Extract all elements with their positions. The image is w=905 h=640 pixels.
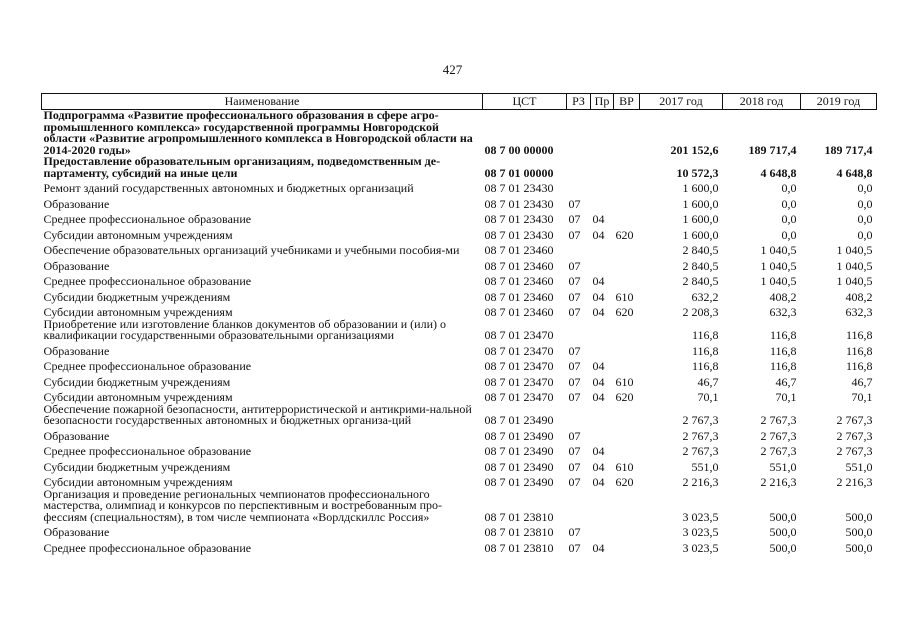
cell-name: Среднее профессиональное образование <box>43 540 252 555</box>
cell-2018: 500,0 <box>769 509 797 524</box>
cell-cst: 08 7 01 23430 <box>484 227 554 242</box>
header-pr: Пр <box>591 94 614 110</box>
cell-2017: 1 600,0 <box>682 196 719 211</box>
cell-2018: 1 040,5 <box>760 274 797 288</box>
cell-2019: 46,7 <box>851 374 873 389</box>
cell-2018: 2 767,3 <box>760 428 797 443</box>
cell-2019: 0,0 <box>857 227 873 242</box>
cell-pr <box>591 427 614 443</box>
cell-rz <box>567 489 591 524</box>
cell-name: Среднее профессиональное образование <box>43 274 252 288</box>
cell-rz <box>567 404 591 427</box>
cell-2018: 632,3 <box>769 305 797 319</box>
cell-name: Субсидии автономным учреждениям <box>43 305 233 319</box>
cell-vr: 620 <box>615 227 634 242</box>
cell-pr <box>591 156 614 179</box>
cell-2018: 70,1 <box>775 390 797 404</box>
cell-2019: 408,2 <box>845 289 873 304</box>
cell-cst: 08 7 01 23490 <box>484 459 554 474</box>
cell-name: Предоставление образовательным организациям, подведомственным де-партаменту, субсидий на иные цели <box>43 154 441 180</box>
cell-cst: 08 7 01 23470 <box>484 328 554 342</box>
cell-name: Субсидии автономным учреждениям <box>43 227 233 242</box>
table-row <box>42 288 877 304</box>
cell-2017: 1 600,0 <box>682 181 719 195</box>
cell-name: Субсидии автономным учреждениям <box>43 475 233 489</box>
cell-rz: 07 <box>568 525 581 539</box>
cell-pr <box>591 523 614 539</box>
cell-2018: 2 767,3 <box>760 413 797 427</box>
cell-name: Образование <box>43 525 110 539</box>
cell-cst: 08 7 01 23490 <box>484 428 554 443</box>
cell-2017: 1 600,0 <box>682 212 719 226</box>
cell-rz: 07 <box>568 428 581 443</box>
cell-cst: 08 7 01 23460 <box>484 258 554 273</box>
cell-vr: 610 <box>615 289 634 304</box>
cell-rz: 07 <box>568 444 581 458</box>
cell-name: Организация и проведение региональных чемпионатов профессионального мастерства, олимпиад и конкурсов по перспективным и востребованным про-фессиям (специальностям), в том числе чемпионата «Ворлдскиллс Россия» <box>43 486 443 524</box>
cell-cst: 08 7 01 23490 <box>484 413 554 427</box>
header-2018: 2018 год <box>723 94 801 110</box>
cell-rz: 07 <box>568 359 581 373</box>
cell-2018: 0,0 <box>781 196 797 211</box>
table-row <box>42 179 877 195</box>
cell-vr <box>614 195 640 211</box>
cell-pr: 04 <box>592 540 605 555</box>
cell-2017: 2 840,5 <box>682 274 719 288</box>
cell-vr <box>614 156 640 179</box>
cell-cst: 08 7 01 23810 <box>484 525 554 539</box>
cell-vr <box>614 442 640 458</box>
cell-name: Обеспечение пожарной безопасности, антитеррористической и антикрими-нальной безопасности государственных автономных и бюджетных организа-ций <box>43 401 472 427</box>
cell-2017: 70,1 <box>697 390 719 404</box>
cell-cst: 08 7 00 00000 <box>484 142 554 157</box>
cell-pr: 04 <box>592 459 605 474</box>
cell-name: Субсидии автономным учреждениям <box>43 390 233 404</box>
cell-rz <box>567 179 591 195</box>
cell-pr <box>591 179 614 195</box>
cell-name: Образование <box>43 258 110 273</box>
cell-pr: 04 <box>592 444 605 458</box>
table-row <box>42 357 877 373</box>
cell-vr <box>614 210 640 226</box>
cell-cst: 08 7 01 23430 <box>484 181 554 195</box>
table-row <box>42 458 877 474</box>
table-row <box>42 539 877 555</box>
cell-vr <box>614 489 640 524</box>
cell-pr: 04 <box>592 212 605 226</box>
table-row <box>42 241 877 257</box>
cell-2017: 116,8 <box>691 328 719 342</box>
cell-2018: 116,8 <box>769 359 797 373</box>
cell-vr <box>614 241 640 257</box>
cell-pr: 04 <box>592 227 605 242</box>
cell-2017: 2 767,3 <box>682 444 719 458</box>
cell-vr <box>614 257 640 273</box>
cell-vr <box>614 319 640 342</box>
cell-2019: 500,0 <box>845 525 873 539</box>
cell-vr <box>614 272 640 288</box>
table-row <box>42 226 877 242</box>
cell-pr <box>591 342 614 358</box>
cell-2018: 189 717,4 <box>748 142 797 157</box>
cell-cst: 08 7 01 23490 <box>484 444 554 458</box>
cell-cst: 08 7 01 23460 <box>484 305 554 319</box>
header-name: Наименование <box>42 94 483 110</box>
cell-cst: 08 7 01 23470 <box>484 343 554 358</box>
header-2017: 2017 год <box>640 94 723 110</box>
cell-name: Субсидии бюджетным учреждениям <box>43 289 231 304</box>
cell-rz: 07 <box>568 274 581 288</box>
cell-2019: 70,1 <box>851 390 873 404</box>
cell-2019: 0,0 <box>857 212 873 226</box>
cell-vr <box>614 342 640 358</box>
cell-rz: 07 <box>568 540 581 555</box>
table-row <box>42 404 877 427</box>
cell-2019: 116,8 <box>845 359 873 373</box>
header-vr: ВР <box>614 94 640 110</box>
cell-name: Среднее профессиональное образование <box>43 359 252 373</box>
cell-2019: 500,0 <box>845 540 873 555</box>
cell-rz: 07 <box>568 196 581 211</box>
cell-pr: 04 <box>592 274 605 288</box>
cell-pr: 04 <box>592 390 605 404</box>
table-row <box>42 373 877 389</box>
cell-name: Образование <box>43 343 110 358</box>
table-row <box>42 319 877 342</box>
cell-2019: 2 767,3 <box>836 444 873 458</box>
cell-2017: 2 767,3 <box>682 413 719 427</box>
cell-cst: 08 7 01 00000 <box>484 165 554 180</box>
cell-rz: 07 <box>568 212 581 226</box>
header-cst: ЦСТ <box>483 94 567 110</box>
cell-2018: 46,7 <box>775 374 797 389</box>
cell-2018: 0,0 <box>781 227 797 242</box>
cell-rz: 07 <box>568 374 581 389</box>
cell-2019: 116,8 <box>845 343 873 358</box>
cell-name: Ремонт зданий государственных автономных и бюджетных организаций <box>43 181 414 195</box>
cell-rz: 07 <box>568 459 581 474</box>
cell-2017: 3 023,5 <box>682 509 719 524</box>
table-row <box>42 156 877 179</box>
cell-cst: 08 7 01 23460 <box>484 243 554 257</box>
cell-rz <box>567 110 591 157</box>
cell-name: Субсидии бюджетным учреждениям <box>43 374 231 389</box>
cell-2017: 2 208,3 <box>682 305 719 319</box>
cell-pr: 04 <box>592 374 605 389</box>
cell-2019: 116,8 <box>845 328 873 342</box>
budget-table <box>41 93 877 554</box>
cell-2018: 2 767,3 <box>760 444 797 458</box>
cell-rz: 07 <box>568 289 581 304</box>
cell-cst: 08 7 01 23430 <box>484 196 554 211</box>
cell-name: Образование <box>43 196 110 211</box>
cell-2018: 2 216,3 <box>760 475 797 489</box>
cell-cst: 08 7 01 23810 <box>484 509 554 524</box>
cell-2018: 500,0 <box>769 525 797 539</box>
table-row <box>42 195 877 211</box>
cell-vr: 620 <box>615 305 634 319</box>
cell-2017: 1 600,0 <box>682 227 719 242</box>
cell-2017: 2 767,3 <box>682 428 719 443</box>
cell-2019: 2 767,3 <box>836 413 873 427</box>
cell-2018: 116,8 <box>769 343 797 358</box>
cell-rz <box>567 156 591 179</box>
cell-2019: 0,0 <box>857 196 873 211</box>
cell-vr: 610 <box>615 374 634 389</box>
cell-pr <box>591 110 614 157</box>
cell-2018: 1 040,5 <box>760 258 797 273</box>
cell-2017: 116,8 <box>691 343 719 358</box>
cell-pr <box>591 241 614 257</box>
cell-vr <box>614 404 640 427</box>
cell-2017: 3 023,5 <box>682 525 719 539</box>
cell-2017: 201 152,6 <box>670 142 719 157</box>
cell-rz: 07 <box>568 227 581 242</box>
cell-pr: 04 <box>592 305 605 319</box>
cell-vr: 620 <box>615 475 634 489</box>
cell-vr <box>614 427 640 443</box>
cell-pr <box>591 489 614 524</box>
cell-rz: 07 <box>568 343 581 358</box>
table-row <box>42 257 877 273</box>
cell-pr: 04 <box>592 475 605 489</box>
cell-2019: 0,0 <box>857 181 873 195</box>
cell-rz <box>567 241 591 257</box>
cell-2019: 2 767,3 <box>836 428 873 443</box>
cell-name: Обеспечение образовательных организаций учебниками и учебными пособия-ми <box>43 243 460 257</box>
table-row <box>42 523 877 539</box>
cell-pr: 04 <box>592 359 605 373</box>
cell-vr <box>614 110 640 157</box>
table-row <box>42 272 877 288</box>
table-row <box>42 110 877 157</box>
cell-2018: 0,0 <box>781 181 797 195</box>
cell-cst: 08 7 01 23490 <box>484 475 554 489</box>
cell-2017: 3 023,5 <box>682 540 719 555</box>
cell-pr: 04 <box>592 289 605 304</box>
cell-pr <box>591 319 614 342</box>
cell-2018: 408,2 <box>769 289 797 304</box>
table-row <box>42 427 877 443</box>
cell-2017: 551,0 <box>691 459 719 474</box>
cell-2019: 4 648,8 <box>836 165 873 180</box>
cell-vr <box>614 179 640 195</box>
cell-2019: 2 216,3 <box>836 475 873 489</box>
cell-name: Среднее профессиональное образование <box>43 212 252 226</box>
cell-2018: 551,0 <box>769 459 797 474</box>
cell-name: Приобретение или изготовление бланков документов об образовании и (или) о квалификации государственными образовательными организациями <box>43 316 446 342</box>
cell-cst: 08 7 01 23470 <box>484 374 554 389</box>
cell-vr: 620 <box>615 390 634 404</box>
header-rz: РЗ <box>567 94 591 110</box>
cell-2017: 632,2 <box>691 289 719 304</box>
cell-2018: 1 040,5 <box>760 243 797 257</box>
cell-2017: 116,8 <box>691 359 719 373</box>
cell-rz: 07 <box>568 305 581 319</box>
cell-name: Подпрограмма «Развитие профессионального образования в сфере агро-промышленного комплекса» государственной программы Новгородской области «Развитие агропромышленного комплекса в Новгородской области на 2014-2020 годы» <box>43 108 473 157</box>
table-row <box>42 342 877 358</box>
cell-2019: 632,3 <box>845 305 873 319</box>
cell-name: Образование <box>43 428 110 443</box>
cell-cst: 08 7 01 23470 <box>484 390 554 404</box>
page-number: 427 <box>442 62 463 77</box>
cell-2017: 2 216,3 <box>682 475 719 489</box>
cell-cst: 08 7 01 23460 <box>484 289 554 304</box>
cell-2019: 1 040,5 <box>836 258 873 273</box>
cell-vr: 610 <box>615 459 634 474</box>
table-row <box>42 442 877 458</box>
cell-vr <box>614 357 640 373</box>
cell-2017: 2 840,5 <box>682 243 719 257</box>
cell-cst: 08 7 01 23430 <box>484 212 554 226</box>
cell-2019: 1 040,5 <box>836 274 873 288</box>
cell-cst: 08 7 01 23810 <box>484 540 554 555</box>
cell-2017: 2 840,5 <box>682 258 719 273</box>
cell-2018: 0,0 <box>781 212 797 226</box>
cell-2019: 1 040,5 <box>836 243 873 257</box>
cell-pr <box>591 257 614 273</box>
cell-2018: 4 648,8 <box>760 165 797 180</box>
cell-2019: 189 717,4 <box>824 142 873 157</box>
cell-2019: 500,0 <box>845 509 873 524</box>
cell-cst: 08 7 01 23460 <box>484 274 554 288</box>
cell-2018: 116,8 <box>769 328 797 342</box>
header-2019: 2019 год <box>801 94 877 110</box>
cell-2018: 500,0 <box>769 540 797 555</box>
table-row <box>42 489 877 524</box>
cell-rz <box>567 319 591 342</box>
cell-vr <box>614 539 640 555</box>
cell-rz: 07 <box>568 475 581 489</box>
table-row <box>42 210 877 226</box>
cell-name: Субсидии бюджетным учреждениям <box>43 459 231 474</box>
cell-vr <box>614 523 640 539</box>
cell-name: Среднее профессиональное образование <box>43 444 252 458</box>
cell-pr <box>591 404 614 427</box>
cell-rz: 07 <box>568 390 581 404</box>
cell-pr <box>591 195 614 211</box>
cell-2019: 551,0 <box>845 459 873 474</box>
cell-rz: 07 <box>568 258 581 273</box>
cell-cst: 08 7 01 23470 <box>484 359 554 373</box>
cell-2017: 10 572,3 <box>676 165 719 180</box>
cell-2017: 46,7 <box>697 374 719 389</box>
